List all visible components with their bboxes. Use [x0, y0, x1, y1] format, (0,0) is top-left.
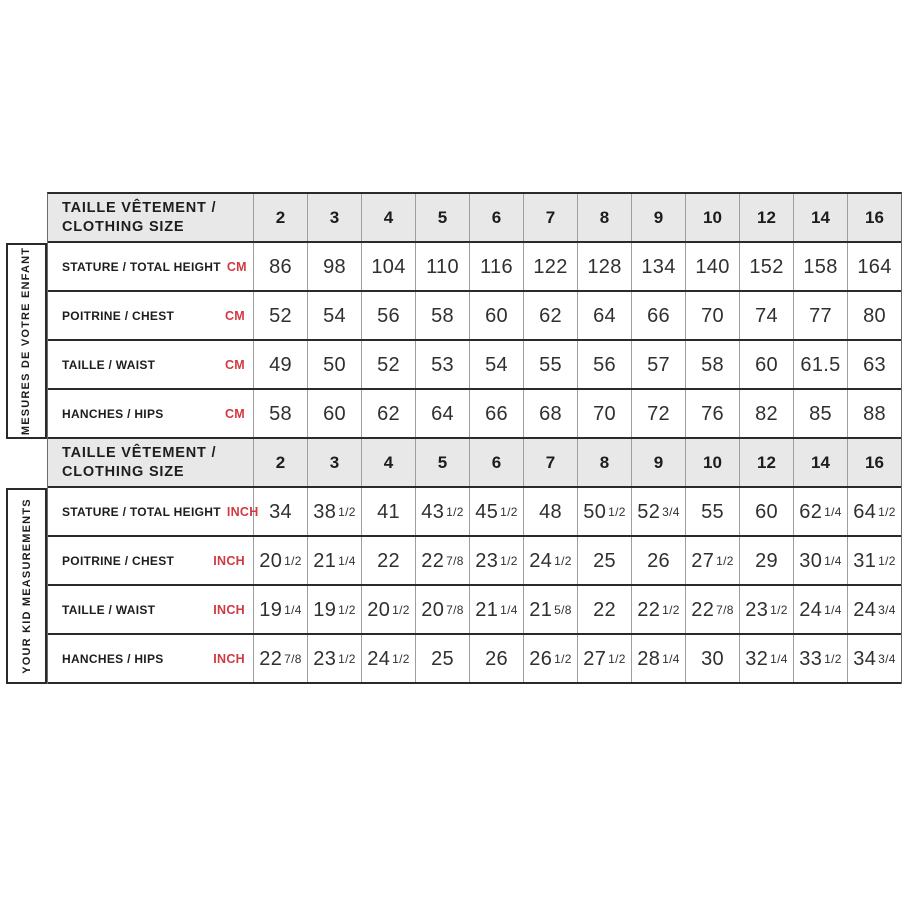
fraction: 1/2 [500, 553, 518, 568]
measure-value-cell: 53 [416, 341, 470, 388]
unit-label: INCH [213, 651, 245, 666]
measure-value-cell: 27 1/2 [578, 635, 632, 682]
measure-value-cell: 45 1/2 [470, 488, 524, 535]
measure-value-cell: 122 [524, 243, 578, 290]
measure-value-cell: 41 [362, 488, 416, 535]
measure-label: HANCHES / HIPS [62, 406, 164, 421]
size-column-header-inch-8: 8 [578, 439, 632, 486]
fraction: 1/4 [662, 651, 680, 666]
size-column-header-inch-9: 9 [632, 439, 686, 486]
measure-value-cell: 20 7/8 [416, 586, 470, 633]
fraction: 1/2 [446, 504, 464, 519]
side-label-cm: MESURES DE VOTRE ENFANT [20, 246, 33, 436]
measure-value-cell: 62 [524, 292, 578, 339]
measure-value-cell: 24 1/2 [362, 635, 416, 682]
measure-label: HANCHES / HIPS [62, 651, 164, 666]
fraction: 1/4 [338, 553, 356, 568]
size-column-header-inch-14: 14 [794, 439, 848, 486]
measure-label: STATURE / TOTAL HEIGHT [62, 504, 221, 519]
size-column-header-inch-2: 2 [254, 439, 308, 486]
fraction: 3/4 [878, 651, 896, 666]
measure-value-cell: 52 [362, 341, 416, 388]
measure-row-inch-2 [48, 586, 901, 635]
fraction: 1/2 [878, 553, 896, 568]
size-column-header-inch-5: 5 [416, 439, 470, 486]
measure-value-cell: 140 [686, 243, 740, 290]
measure-value-cell: 22 1/2 [632, 586, 686, 633]
measure-value-cell: 56 [578, 341, 632, 388]
size-column-header-cm-7: 7 [524, 194, 578, 241]
measure-value-cell: 54 [308, 292, 362, 339]
fraction: 1/2 [392, 602, 410, 617]
measure-value-cell: 50 [308, 341, 362, 388]
measure-value-cell: 64 [416, 390, 470, 437]
measure-value-cell: 24 3/4 [853, 598, 896, 621]
fraction: 1/2 [554, 651, 572, 666]
size-column-header-inch-7: 7 [524, 439, 578, 486]
measure-value-cell: 88 [863, 402, 886, 425]
measure-row-cm-2 [48, 341, 901, 390]
measure-value-cell: 23 1/2 [470, 537, 524, 584]
measure-row-cm-1 [48, 292, 901, 341]
measure-label: STATURE / TOTAL HEIGHT [62, 259, 221, 274]
measure-value-cell: 86 [254, 243, 308, 290]
measure-value-cell: 82 [740, 390, 794, 437]
unit-label: INCH [213, 553, 245, 568]
column-header-row-inch [48, 439, 901, 488]
size-column-header-cm-16: 16 [865, 207, 884, 227]
size-column-header-cm-9: 9 [632, 194, 686, 241]
measure-value-cell: 58 [416, 292, 470, 339]
measure-label-cell [48, 586, 254, 633]
fraction: 1/2 [284, 553, 302, 568]
fraction: 1/4 [284, 602, 302, 617]
measure-value-cell: 72 [632, 390, 686, 437]
column-header-label-inch [48, 439, 254, 486]
measure-value-cell: 58 [254, 390, 308, 437]
fraction: 1/2 [878, 504, 896, 519]
measure-row-cm-0 [48, 243, 901, 292]
measure-value-cell: 28 1/4 [632, 635, 686, 682]
measure-value-cell: 22 [362, 537, 416, 584]
measure-value-cell: 20 1/2 [254, 537, 308, 584]
measure-value-cell: 63 [863, 353, 886, 376]
measure-value-cell: 30 [686, 635, 740, 682]
measure-label: POITRINE / CHEST [62, 308, 175, 323]
column-header-row-cm [48, 194, 901, 243]
size-column-header-inch-16: 16 [865, 452, 884, 472]
measure-value-cell: 32 1/4 [740, 635, 794, 682]
fraction: 1/2 [608, 651, 626, 666]
fraction: 7/8 [284, 651, 302, 666]
measure-value-cell: 98 [308, 243, 362, 290]
measure-value-cell: 21 1/4 [470, 586, 524, 633]
measure-value-cell: 104 [362, 243, 416, 290]
measure-value-cell: 76 [686, 390, 740, 437]
size-chart-table [47, 192, 902, 684]
measure-value-cell: 60 [740, 341, 794, 388]
measure-value-cell: 23 1/2 [308, 635, 362, 682]
measure-value-cell: 116 [470, 243, 524, 290]
measure-value-cell: 27 1/2 [686, 537, 740, 584]
measure-value-cell: 33 1/2 [794, 635, 848, 682]
size-column-header-inch-4: 4 [362, 439, 416, 486]
size-column-header-cm-3: 3 [308, 194, 362, 241]
side-label-cm-box [6, 243, 47, 439]
measure-value-cell: 52 3/4 [632, 488, 686, 535]
measure-value-cell: 50 1/2 [578, 488, 632, 535]
size-column-header-cm-2: 2 [254, 194, 308, 241]
measure-label-cell [48, 488, 259, 535]
measure-value-cell: 66 [632, 292, 686, 339]
measure-value-cell: 26 [632, 537, 686, 584]
measure-value-cell: 38 1/2 [308, 488, 362, 535]
size-column-header-inch-12: 12 [740, 439, 794, 486]
measure-value-cell: 55 [524, 341, 578, 388]
measure-value-cell: 64 1/2 [853, 500, 896, 523]
measure-value-cell: 26 1/2 [524, 635, 578, 682]
measure-value-cell: 34 [254, 488, 308, 535]
measure-value-cell: 158 [794, 243, 848, 290]
fraction: 1/4 [770, 651, 788, 666]
measure-value-cell: 62 [362, 390, 416, 437]
measure-label: TAILLE / WAIST [62, 357, 156, 372]
fraction: 1/2 [770, 602, 788, 617]
measure-label-cell [48, 635, 254, 682]
size-column-header-cm-12: 12 [740, 194, 794, 241]
measure-value-cell: 43 1/2 [416, 488, 470, 535]
measure-label-cell [48, 243, 254, 290]
measure-label: TAILLE / WAIST [62, 602, 156, 617]
measure-value-cell: 60 [470, 292, 524, 339]
measure-value-cell: 80 [863, 304, 886, 327]
measure-value-cell: 70 [578, 390, 632, 437]
size-column-header-cm-8: 8 [578, 194, 632, 241]
unit-label: CM [226, 259, 247, 274]
measure-value-cell: 22 7/8 [254, 635, 308, 682]
size-column-header-cm-10: 10 [686, 194, 740, 241]
side-label-inch: YOUR KID MEASUREMENTS [20, 498, 33, 674]
fraction: 1/2 [554, 553, 572, 568]
measure-value-cell: 110 [416, 243, 470, 290]
measure-value-cell: 25 [578, 537, 632, 584]
measure-value-cell: 21 5/8 [524, 586, 578, 633]
measure-value-cell: 31 1/2 [853, 549, 896, 572]
measure-label: POITRINE / CHEST [62, 553, 175, 568]
measure-value-cell: 56 [362, 292, 416, 339]
measure-value-cell: 74 [740, 292, 794, 339]
measure-value-cell: 57 [632, 341, 686, 388]
fraction: 1/4 [824, 602, 842, 617]
measure-label-cell [48, 390, 254, 437]
fraction: 1/2 [716, 553, 734, 568]
size-column-header-inch-10: 10 [686, 439, 740, 486]
measure-row-cm-3 [48, 390, 901, 439]
fraction: 3/4 [878, 602, 896, 617]
unit-label: INCH [213, 602, 245, 617]
fraction: 1/2 [662, 602, 680, 617]
measure-value-cell: 20 1/2 [362, 586, 416, 633]
measure-value-cell: 24 1/4 [794, 586, 848, 633]
measure-value-cell: 19 1/2 [308, 586, 362, 633]
unit-label: CM [224, 308, 245, 323]
unit-label: CM [224, 406, 245, 421]
measure-value-cell: 22 7/8 [416, 537, 470, 584]
measure-value-cell: 54 [470, 341, 524, 388]
measure-value-cell: 23 1/2 [740, 586, 794, 633]
fraction: 3/4 [662, 504, 680, 519]
measure-value-cell: 77 [794, 292, 848, 339]
measure-value-cell: 134 [632, 243, 686, 290]
measure-value-cell: 21 1/4 [308, 537, 362, 584]
fraction: 7/8 [716, 602, 734, 617]
column-header-line2: CLOTHING SIZE [62, 463, 185, 480]
measure-value-cell: 66 [470, 390, 524, 437]
measure-value-cell: 22 [578, 586, 632, 633]
size-column-header-cm-5: 5 [416, 194, 470, 241]
column-header-line1: TAILLE VÊTEMENT / [62, 199, 217, 216]
measure-value-cell: 64 [578, 292, 632, 339]
measure-value-cell: 85 [794, 390, 848, 437]
measure-value-cell: 29 [740, 537, 794, 584]
fraction: 7/8 [446, 602, 464, 617]
measure-row-inch-1 [48, 537, 901, 586]
measure-value-cell: 30 1/4 [794, 537, 848, 584]
measure-value-cell: 34 3/4 [853, 647, 896, 670]
fraction: 1/2 [608, 504, 626, 519]
measure-value-cell: 52 [254, 292, 308, 339]
measure-value-cell: 68 [524, 390, 578, 437]
measure-value-cell: 26 [470, 635, 524, 682]
measure-value-cell: 70 [686, 292, 740, 339]
fraction: 7/8 [446, 553, 464, 568]
side-label-inch-box [6, 488, 47, 684]
measure-label-cell [48, 537, 254, 584]
measure-value-cell: 128 [578, 243, 632, 290]
fraction: 1/4 [500, 602, 518, 617]
fraction: 1/2 [338, 602, 356, 617]
size-column-header-inch-3: 3 [308, 439, 362, 486]
measure-value-cell: 55 [686, 488, 740, 535]
measure-label-cell [48, 341, 254, 388]
fraction: 1/2 [392, 651, 410, 666]
measure-value-cell: 164 [857, 255, 892, 278]
fraction: 1/2 [338, 651, 356, 666]
measure-value-cell: 61.5 [794, 341, 848, 388]
unit-label: INCH [226, 504, 259, 519]
measure-row-inch-0 [48, 488, 901, 537]
measure-value-cell: 62 1/4 [794, 488, 848, 535]
size-column-header-cm-4: 4 [362, 194, 416, 241]
measure-value-cell: 22 7/8 [686, 586, 740, 633]
size-column-header-cm-14: 14 [794, 194, 848, 241]
column-header-label-cm [48, 194, 254, 241]
column-header-line2: CLOTHING SIZE [62, 218, 185, 235]
measure-value-cell: 152 [740, 243, 794, 290]
measure-value-cell: 24 1/2 [524, 537, 578, 584]
fraction: 5/8 [554, 602, 572, 617]
measure-value-cell: 58 [686, 341, 740, 388]
size-column-header-inch-6: 6 [470, 439, 524, 486]
unit-label: CM [224, 357, 245, 372]
measure-label-cell [48, 292, 254, 339]
measure-value-cell: 25 [416, 635, 470, 682]
measure-value-cell: 60 [308, 390, 362, 437]
column-header-line1: TAILLE VÊTEMENT / [62, 444, 217, 461]
measure-row-inch-3 [48, 635, 901, 684]
fraction: 1/2 [338, 504, 356, 519]
fraction: 1/2 [500, 504, 518, 519]
fraction: 1/4 [824, 504, 842, 519]
measure-value-cell: 48 [524, 488, 578, 535]
fraction: 1/4 [824, 553, 842, 568]
measure-value-cell: 19 1/4 [254, 586, 308, 633]
fraction: 1/2 [824, 651, 842, 666]
measure-value-cell: 49 [254, 341, 308, 388]
size-column-header-cm-6: 6 [470, 194, 524, 241]
measure-value-cell: 60 [740, 488, 794, 535]
